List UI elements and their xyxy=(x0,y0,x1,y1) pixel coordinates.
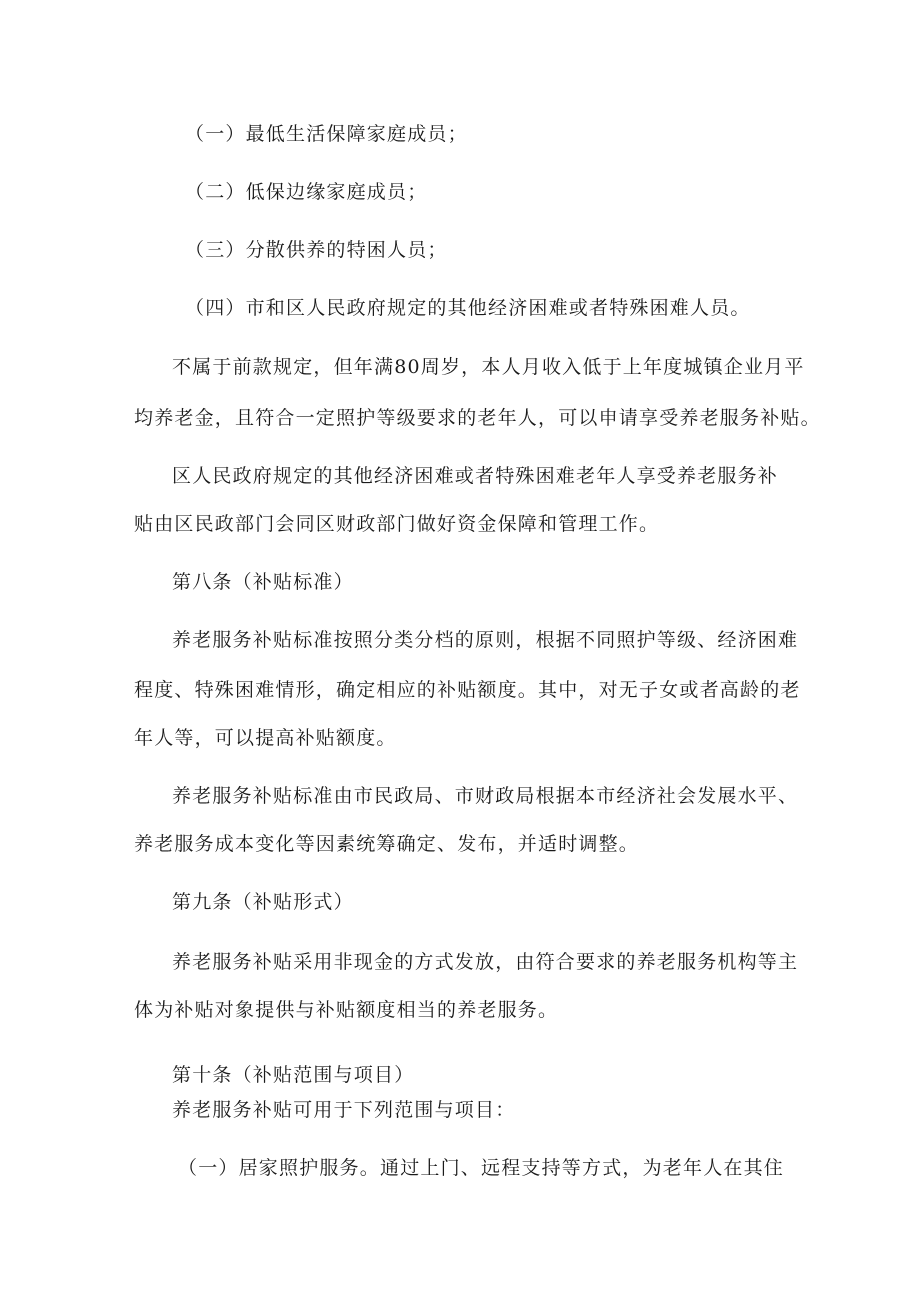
list-item-4: （四）市和区人民政府规定的其他经济困难或者特殊困难人员。 xyxy=(185,297,751,319)
paragraph-line: 区人民政府规定的其他经济困难或者特殊困难老年人享受养老服务补 xyxy=(172,465,779,487)
article-heading-10: 第十条（补贴范围与项目） xyxy=(172,1064,415,1086)
paragraph-line: 养老服务补贴标准由市民政局、市财政局根据本市经济社会发展水平、 xyxy=(172,785,799,807)
list-item-1: （一）最低生活保障家庭成员； xyxy=(185,123,468,145)
paragraph-line: 养老服务成本变化等因素统筹确定、发布，并适时调整。 xyxy=(134,833,640,855)
article-heading-8: 第八条（补贴标准） xyxy=(172,571,354,593)
paragraph-line: 体为补贴对象提供与补贴额度相当的养老服务。 xyxy=(134,999,559,1021)
list-item-3: （三）分散供养的特困人员； xyxy=(185,239,448,261)
paragraph-line: 养老服务补贴可用于下列范围与项目： xyxy=(172,1099,516,1121)
paragraph-line: 养老服务补贴标准按照分类分档的原则，根据不同照护等级、经济困难 xyxy=(172,629,799,651)
paragraph-line: 养老服务补贴采用非现金的方式发放，由符合要求的养老服务机构等主 xyxy=(172,951,799,973)
paragraph-line: 年人等，可以提高补贴额度。 xyxy=(134,727,397,749)
list-item-services-1: （一）居家照护服务。通过上门、远程支持等方式，为老年人在其住 xyxy=(178,1157,785,1179)
paragraph-line: 均养老金，且符合一定照护等级要求的老年人，可以申请享受养老服务补贴。 xyxy=(134,407,821,429)
paragraph-line: 不属于前款规定，但年满80周岁，本人月收入低于上年度城镇企业月平 xyxy=(172,356,805,378)
paragraph-line: 贴由区民政部门会同区财政部门做好资金保障和管理工作。 xyxy=(134,513,660,535)
article-heading-9: 第九条（补贴形式） xyxy=(172,891,354,913)
paragraph-line: 程度、特殊困难情形，确定相应的补贴额度。其中，对无子女或者高龄的老 xyxy=(134,679,801,701)
list-item-2: （二）低保边缘家庭成员； xyxy=(185,181,428,203)
